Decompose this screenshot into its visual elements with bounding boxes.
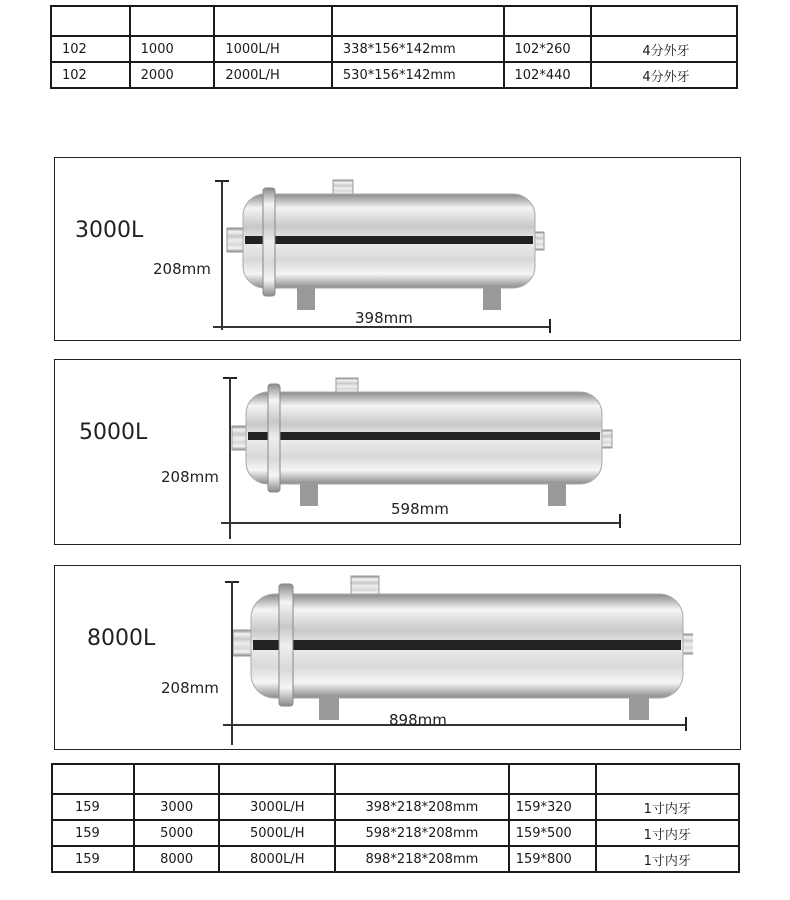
header-cell bbox=[134, 764, 220, 794]
header-cell bbox=[219, 764, 335, 794]
model-cell: 3000 bbox=[134, 794, 220, 820]
flow-cell: 5000L/H bbox=[219, 820, 335, 846]
height-label: 208mm bbox=[153, 260, 211, 278]
diameter-cell: 102 bbox=[51, 36, 130, 62]
height-label: 208mm bbox=[161, 679, 219, 697]
filter-tank-image bbox=[230, 374, 620, 514]
length-dimension-line bbox=[221, 522, 621, 524]
membrane-cell: 102*260 bbox=[504, 36, 592, 62]
header-cell bbox=[51, 6, 130, 36]
product-panel-8000l bbox=[54, 565, 741, 750]
spec-table-159 bbox=[51, 763, 740, 873]
table-row bbox=[52, 846, 739, 872]
header-cell bbox=[335, 764, 509, 794]
diameter-cell: 159 bbox=[52, 846, 134, 872]
thread-cell: 4分外牙 bbox=[591, 36, 737, 62]
header-cell bbox=[130, 6, 215, 36]
capacity-label: 3000L bbox=[75, 218, 144, 243]
height-label: 208mm bbox=[161, 468, 219, 486]
size-cell: 338*156*142mm bbox=[332, 36, 504, 62]
model-cell: 1000 bbox=[130, 36, 215, 62]
filter-tank-image bbox=[225, 176, 555, 316]
membrane-cell: 159*320 bbox=[509, 794, 596, 820]
thread-cell: 1寸内牙 bbox=[596, 820, 739, 846]
header-cell bbox=[214, 6, 332, 36]
table-row bbox=[51, 36, 737, 62]
flow-cell: 8000L/H bbox=[219, 846, 335, 872]
table-row bbox=[51, 62, 737, 88]
length-label: 398mm bbox=[355, 309, 413, 327]
model-cell: 8000 bbox=[134, 846, 220, 872]
product-panel-3000l bbox=[54, 157, 741, 341]
thread-cell: 1寸内牙 bbox=[596, 846, 739, 872]
capacity-label: 5000L bbox=[79, 420, 148, 445]
table-header-row bbox=[51, 6, 737, 36]
header-cell bbox=[52, 764, 134, 794]
thread-cell: 1寸内牙 bbox=[596, 794, 739, 820]
diameter-cell: 159 bbox=[52, 820, 134, 846]
membrane-cell: 159*500 bbox=[509, 820, 596, 846]
table-header-row bbox=[52, 764, 739, 794]
flow-cell: 3000L/H bbox=[219, 794, 335, 820]
filter-tank-image bbox=[233, 574, 693, 724]
header-cell bbox=[591, 6, 737, 36]
header-cell bbox=[596, 764, 739, 794]
header-cell bbox=[509, 764, 596, 794]
model-cell: 2000 bbox=[130, 62, 215, 88]
model-cell: 5000 bbox=[134, 820, 220, 846]
size-cell: 398*218*208mm bbox=[335, 794, 509, 820]
flow-cell: 1000L/H bbox=[214, 36, 332, 62]
diameter-cell: 159 bbox=[52, 794, 134, 820]
table-row bbox=[52, 820, 739, 846]
dimension-tick bbox=[619, 514, 621, 528]
spec-table-102 bbox=[50, 5, 738, 89]
size-cell: 530*156*142mm bbox=[332, 62, 504, 88]
length-label: 598mm bbox=[391, 500, 449, 518]
height-dimension-line bbox=[221, 180, 223, 330]
membrane-cell: 159*800 bbox=[509, 846, 596, 872]
length-dimension-line bbox=[223, 724, 687, 726]
diameter-cell: 102 bbox=[51, 62, 130, 88]
membrane-cell: 102*440 bbox=[504, 62, 592, 88]
size-cell: 598*218*208mm bbox=[335, 820, 509, 846]
size-cell: 898*218*208mm bbox=[335, 846, 509, 872]
header-cell bbox=[504, 6, 592, 36]
dimension-tick bbox=[549, 319, 551, 333]
thread-cell: 4分外牙 bbox=[591, 62, 737, 88]
table-row bbox=[52, 794, 739, 820]
product-panel-5000l bbox=[54, 359, 741, 545]
flow-cell: 2000L/H bbox=[214, 62, 332, 88]
header-cell bbox=[332, 6, 504, 36]
capacity-label: 8000L bbox=[87, 626, 156, 651]
length-label: 898mm bbox=[389, 711, 447, 729]
